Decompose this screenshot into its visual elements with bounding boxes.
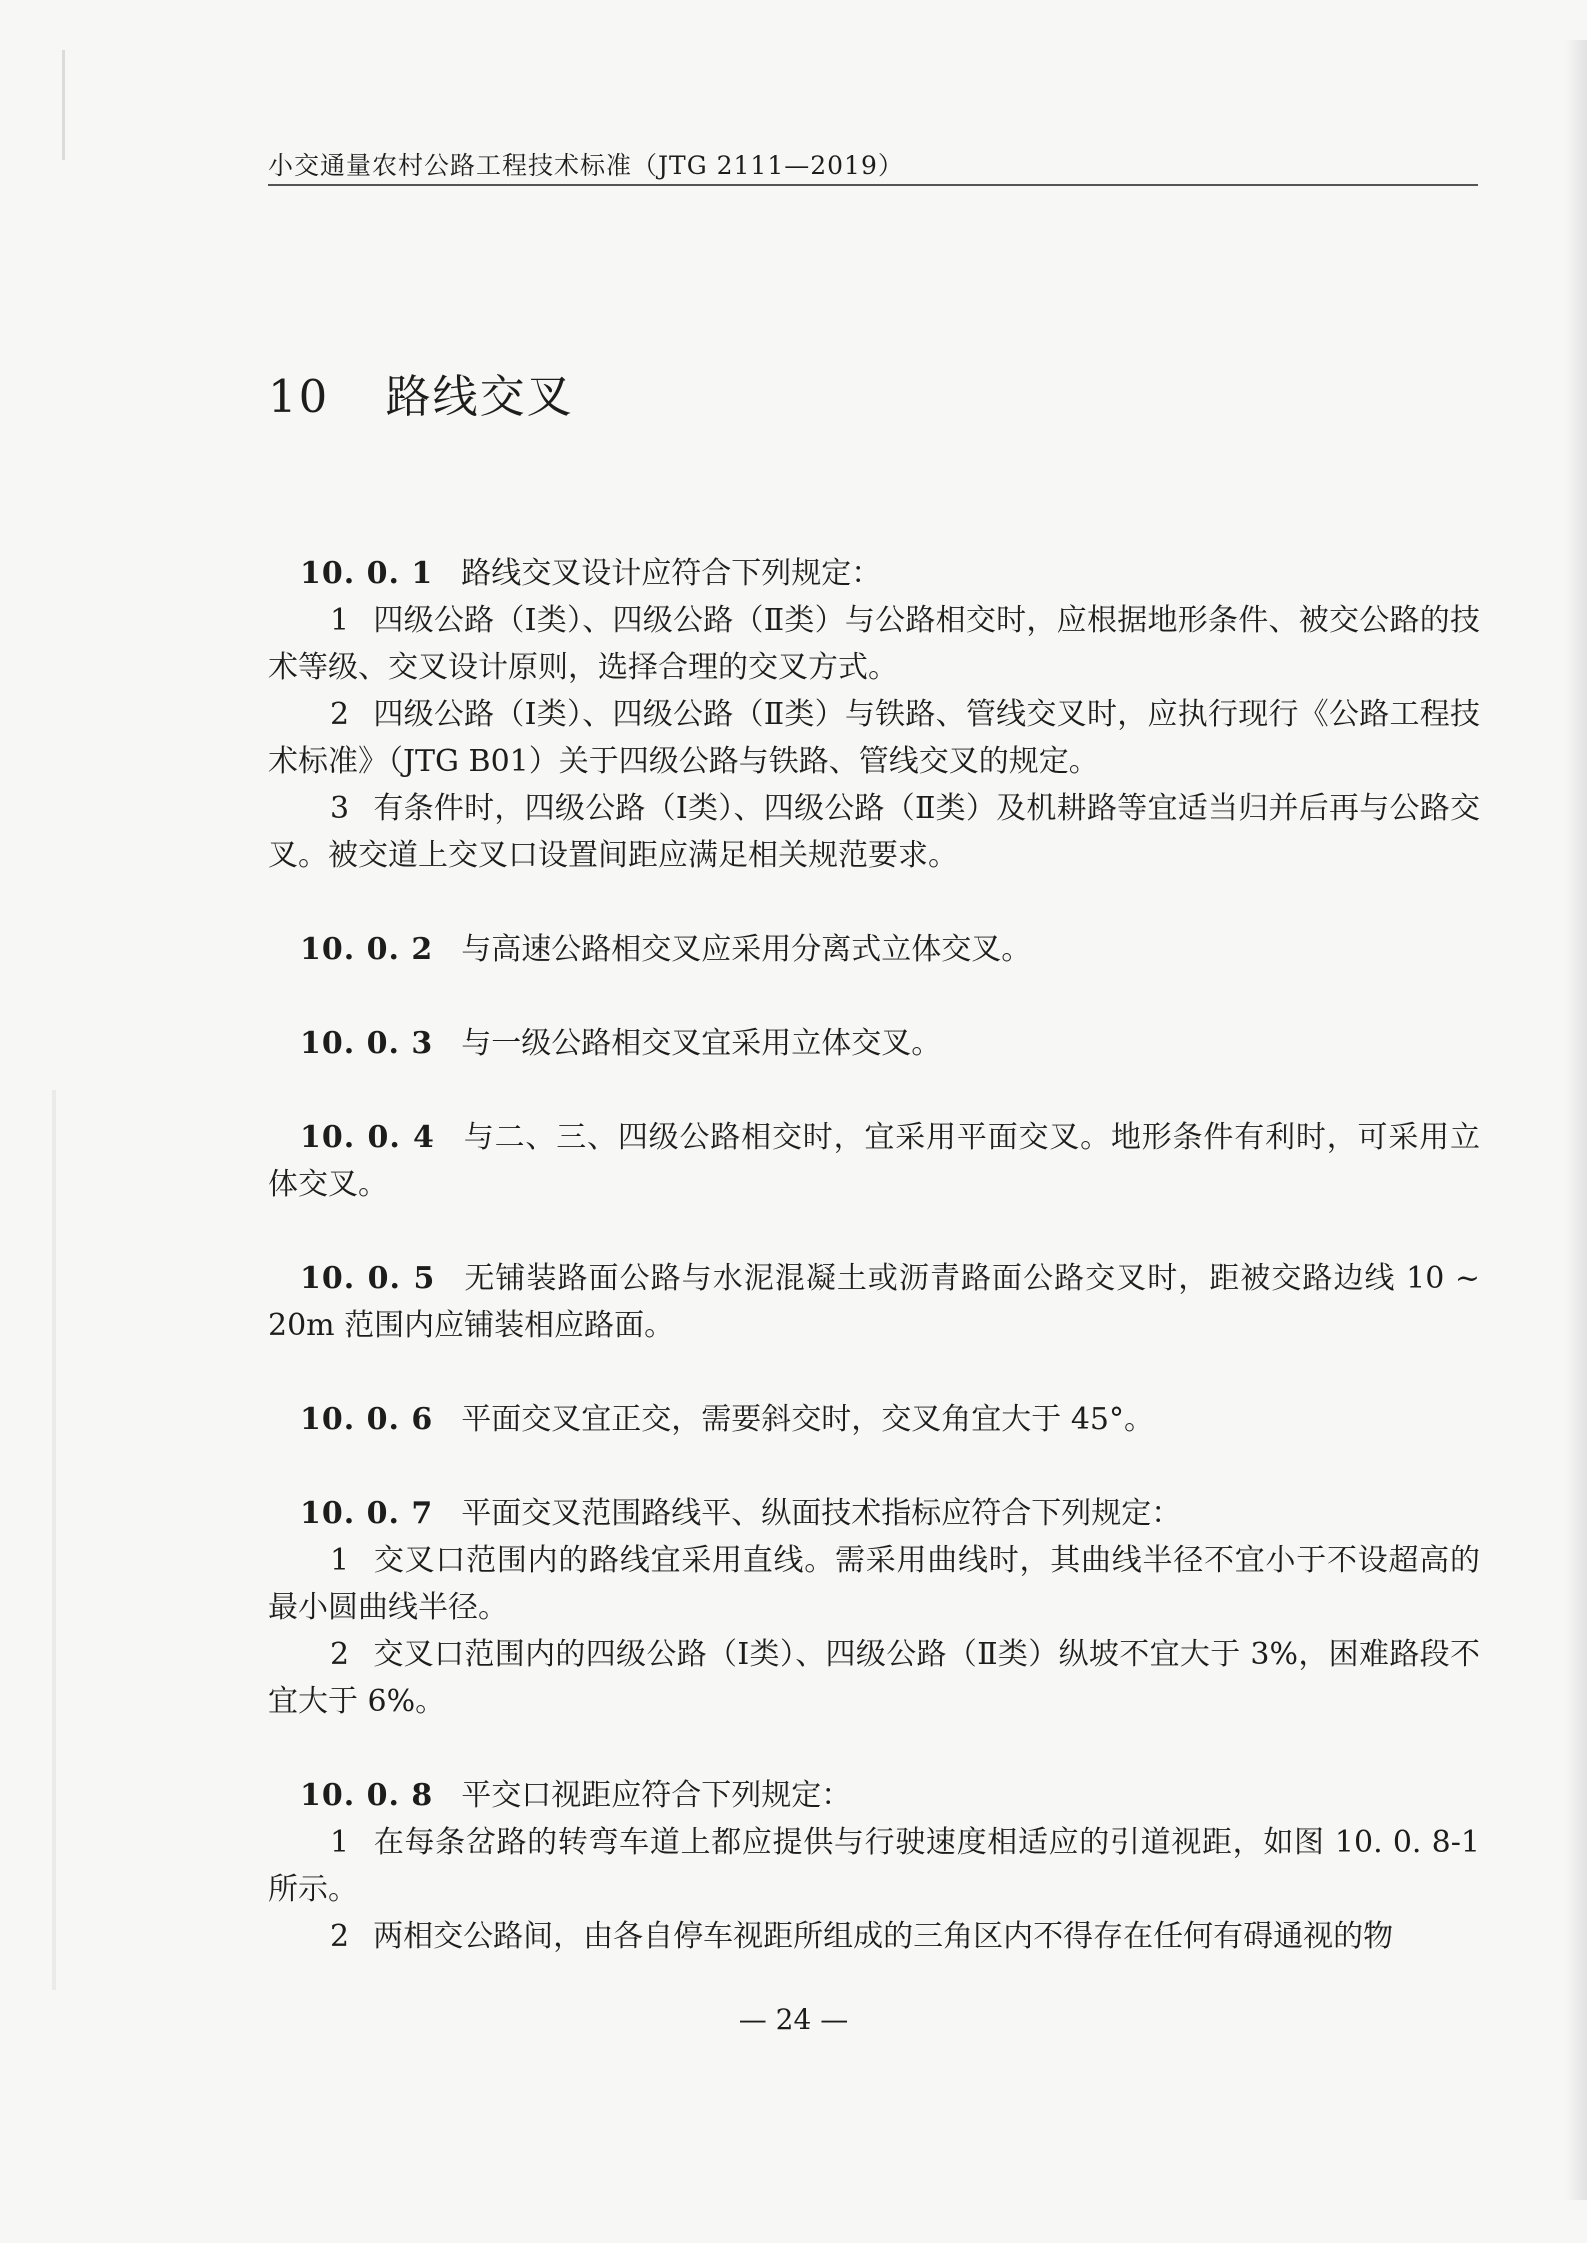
list-item: [268, 691, 1480, 785]
chapter-heading: [268, 360, 574, 425]
item-number: 2: [330, 1919, 350, 1954]
clause-10-0-8: [268, 1772, 1480, 1960]
running-header: 小交通量农村公路工程技术标准（JTG 2111—2019）: [268, 151, 904, 180]
item-text: 四级公路（Ⅰ类）、四级公路（Ⅱ类）与公路相交时，应根据地形条件、被交公路的技术等级、交叉设计原则，选择合理的交叉方式。: [268, 603, 1480, 685]
clause-text: 平交口视距应符合下列规定：: [461, 1778, 852, 1813]
list-item: [268, 1819, 1480, 1913]
clause-10-0-2: [268, 926, 1480, 973]
chapter-title: 路线交叉: [385, 370, 574, 423]
clause-number: 10. 0. 6: [300, 1402, 434, 1437]
item-text: 交叉口范围内的路线宜采用直线。需采用曲线时，其曲线半径不宜小于不设超高的最小圆曲线半径。: [268, 1543, 1480, 1625]
clause-number: 10. 0. 8: [300, 1778, 434, 1813]
clause-10-0-7: [268, 1490, 1480, 1725]
clause-text: 平面交叉宜正交，需要斜交时，交叉角宜大于 45°。: [461, 1402, 1154, 1437]
clause-number: 10. 0. 3: [300, 1026, 434, 1061]
item-text: 两相交公路间，由各自停车视距所组成的三角区内不得存在任何有碍通视的物: [373, 1919, 1394, 1954]
clause-text: 无铺装路面公路与水泥混凝土或沥青路面公路交叉时，距被交路边线 10 ~ 20m 范围内应铺装相应路面。: [268, 1261, 1480, 1343]
clause-number: 10. 0. 2: [300, 932, 434, 967]
item-text: 交叉口范围内的四级公路（Ⅰ类）、四级公路（Ⅱ类）纵坡不宜大于 3%，困难路段不宜大于 6%。: [268, 1637, 1480, 1719]
clause-10-0-6: [268, 1396, 1480, 1443]
item-text: 在每条岔路的转弯车道上都应提供与行驶速度相适应的引道视距，如图 10. 0. 8-1 所示。: [268, 1825, 1480, 1907]
clause-text: 路线交叉设计应符合下列规定：: [461, 556, 882, 591]
item-number: 3: [330, 791, 350, 826]
clause-number: 10. 0. 1: [300, 556, 434, 591]
clause-number: 10. 0. 7: [300, 1496, 434, 1531]
body-text: [268, 550, 1480, 1960]
item-number: 1: [330, 1825, 350, 1860]
clause-10-0-5: [268, 1255, 1480, 1349]
item-text: 有条件时，四级公路（Ⅰ类）、四级公路（Ⅱ类）及机耕路等宜适当归并后再与公路交叉。被交道上交叉口设置间距应满足相关规范要求。: [268, 791, 1480, 873]
clause-10-0-3: [268, 1020, 1480, 1067]
clause-text: 与一级公路相交叉宜采用立体交叉。: [461, 1026, 942, 1061]
page-number: — 24 —: [738, 2003, 849, 2036]
item-number: 1: [330, 1543, 350, 1578]
clause-10-0-1: [268, 550, 1480, 879]
list-item: [268, 1913, 1480, 1960]
item-text: 四级公路（Ⅰ类）、四级公路（Ⅱ类）与铁路、管线交叉时，应执行现行《公路工程技术标准》（JTG B01）关于四级公路与铁路、管线交叉的规定。: [268, 697, 1480, 779]
list-item: [268, 1631, 1480, 1725]
item-number: 2: [330, 697, 350, 732]
clause-text: 与高速公路相交叉应采用分离式立体交叉。: [461, 932, 1032, 967]
clause-text: 平面交叉范围路线平、纵面技术指标应符合下列规定：: [461, 1496, 1182, 1531]
item-number: 1: [330, 603, 350, 638]
list-item: [268, 1537, 1480, 1631]
clause-text: 与二、三、四级公路相交时，宜采用平面交叉。地形条件有利时，可采用立体交叉。: [268, 1120, 1480, 1202]
header-rule: [268, 184, 1478, 186]
list-item: [268, 597, 1480, 691]
scan-shadow: [52, 1090, 56, 1990]
clause-number: 10. 0. 5: [300, 1261, 436, 1296]
item-number: 2: [330, 1637, 350, 1672]
list-item: [268, 785, 1480, 879]
scan-shadow: [1565, 40, 1587, 2200]
chapter-number: 10: [268, 370, 330, 423]
scan-shadow: [62, 50, 65, 160]
clause-10-0-4: [268, 1114, 1480, 1208]
clause-number: 10. 0. 4: [300, 1120, 435, 1155]
